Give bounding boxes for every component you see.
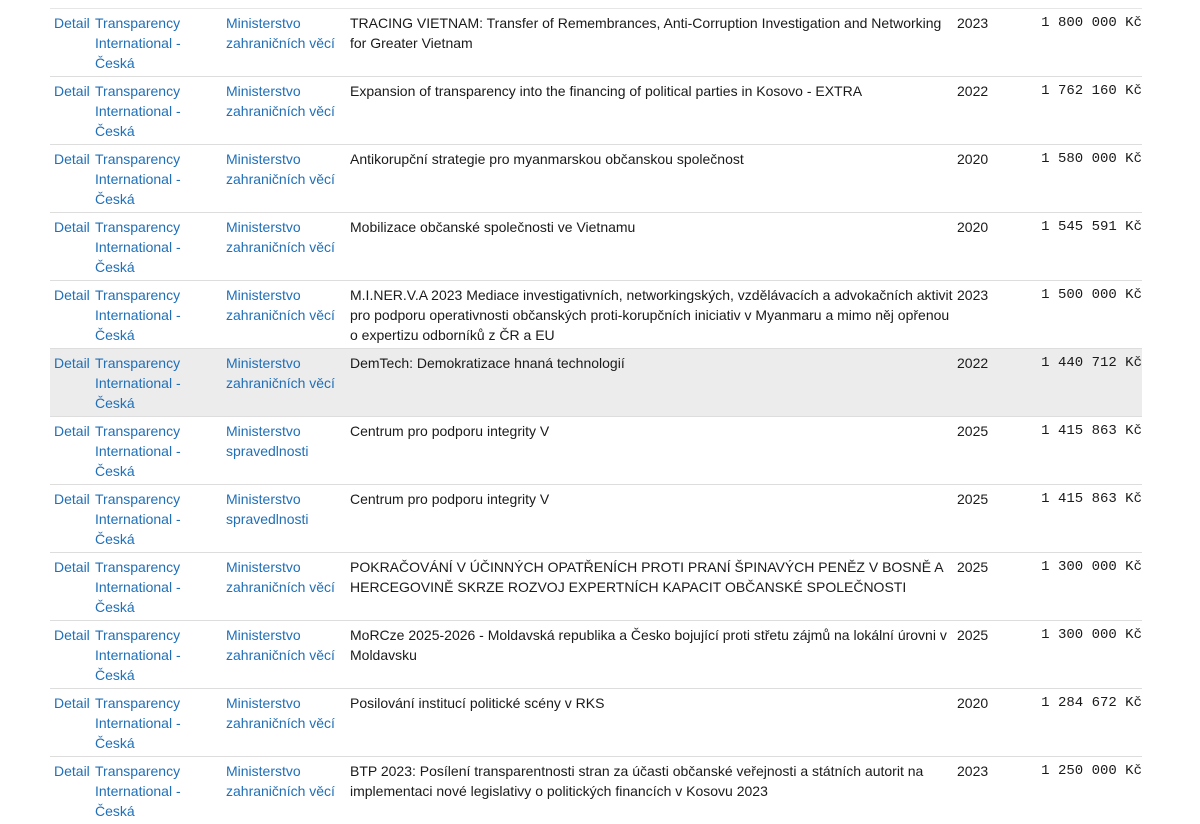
detail-cell <box>50 145 91 213</box>
year-cell: 2020 <box>953 213 1025 281</box>
amount-cell: 1 762 160 Kč <box>1025 77 1142 145</box>
provider-cell <box>222 757 346 824</box>
detail-link[interactable]: Detail <box>54 83 90 99</box>
recipient-link[interactable]: Transparency International - Česká <box>95 423 181 479</box>
recipient-cell <box>91 281 222 349</box>
project-title: TRACING VIETNAM: Transfer of Remembrances, Anti-Corruption Investigation and Networking for Greater Vietnam <box>346 9 953 77</box>
project-title: MoRCze 2025-2026 - Moldavská republika a Česko bojující proti střetu zájmů na lokální úrovni v Moldavsku <box>346 621 953 689</box>
detail-link[interactable]: Detail <box>54 287 90 303</box>
recipient-cell <box>91 689 222 757</box>
provider-link[interactable]: Ministerstvo zahraničních věcí <box>226 695 335 731</box>
provider-link[interactable]: Ministerstvo zahraničních věcí <box>226 219 335 255</box>
recipient-link[interactable]: Transparency International - Česká <box>95 763 181 819</box>
recipient-cell <box>91 145 222 213</box>
table-row <box>50 485 1142 553</box>
provider-cell <box>222 553 346 621</box>
detail-link[interactable]: Detail <box>54 219 90 235</box>
detail-link[interactable]: Detail <box>54 15 90 31</box>
recipient-cell <box>91 485 222 553</box>
detail-cell <box>50 349 91 417</box>
amount-cell: 1 800 000 Kč <box>1025 9 1142 77</box>
table-row <box>50 417 1142 485</box>
recipient-cell <box>91 349 222 417</box>
detail-cell <box>50 9 91 77</box>
recipient-cell <box>91 9 222 77</box>
recipient-link[interactable]: Transparency International - Česká <box>95 219 181 275</box>
provider-link[interactable]: Ministerstvo zahraničních věcí <box>226 15 335 51</box>
provider-cell <box>222 689 346 757</box>
year-cell: 2020 <box>953 689 1025 757</box>
table-row <box>50 77 1142 145</box>
table-row <box>50 621 1142 689</box>
provider-link[interactable]: Ministerstvo zahraničních věcí <box>226 287 335 323</box>
detail-link[interactable]: Detail <box>54 695 90 711</box>
table-row <box>50 9 1142 77</box>
recipient-link[interactable]: Transparency International - Česká <box>95 559 181 615</box>
provider-link[interactable]: Ministerstvo zahraničních věcí <box>226 151 335 187</box>
amount-cell: 1 545 591 Kč <box>1025 213 1142 281</box>
amount-cell: 1 415 863 Kč <box>1025 485 1142 553</box>
detail-link[interactable]: Detail <box>54 627 90 643</box>
detail-link[interactable]: Detail <box>54 559 90 575</box>
grants-table <box>50 8 1142 824</box>
project-title: Mobilizace občanské společnosti ve Vietnamu <box>346 213 953 281</box>
detail-link[interactable]: Detail <box>54 355 90 371</box>
table-row <box>50 213 1142 281</box>
year-cell: 2025 <box>953 485 1025 553</box>
recipient-cell <box>91 621 222 689</box>
recipient-cell <box>91 553 222 621</box>
year-cell: 2023 <box>953 9 1025 77</box>
project-title: POKRAČOVÁNÍ V ÚČINNÝCH OPATŘENÍCH PROTI PRANÍ ŠPINAVÝCH PENĚZ V BOSNĚ A HERCEGOVINĚ SKRZE ROZVOJ EXPERTNÍCH KAPACIT OBČANSKÉ SPOLEČNOSTI <box>346 553 953 621</box>
provider-link[interactable]: Ministerstvo zahraničních věcí <box>226 83 335 119</box>
provider-cell <box>222 213 346 281</box>
recipient-link[interactable]: Transparency International - Česká <box>95 695 181 751</box>
recipient-link[interactable]: Transparency International - Česká <box>95 491 181 547</box>
table-row <box>50 689 1142 757</box>
table-row <box>50 553 1142 621</box>
provider-link[interactable]: Ministerstvo zahraničních věcí <box>226 627 335 663</box>
detail-cell <box>50 553 91 621</box>
amount-cell: 1 440 712 Kč <box>1025 349 1142 417</box>
detail-cell <box>50 213 91 281</box>
table-row <box>50 281 1142 349</box>
provider-cell <box>222 621 346 689</box>
project-title: Posilování institucí politické scény v RKS <box>346 689 953 757</box>
amount-cell: 1 415 863 Kč <box>1025 417 1142 485</box>
provider-cell <box>222 145 346 213</box>
recipient-cell <box>91 213 222 281</box>
recipient-link[interactable]: Transparency International - Česká <box>95 15 181 71</box>
year-cell: 2020 <box>953 145 1025 213</box>
detail-cell <box>50 281 91 349</box>
detail-link[interactable]: Detail <box>54 491 90 507</box>
amount-cell: 1 500 000 Kč <box>1025 281 1142 349</box>
recipient-cell <box>91 77 222 145</box>
provider-cell <box>222 417 346 485</box>
detail-cell <box>50 485 91 553</box>
recipient-link[interactable]: Transparency International - Česká <box>95 83 181 139</box>
project-title: Antikorupční strategie pro myanmarskou občanskou společnost <box>346 145 953 213</box>
project-title: Centrum pro podporu integrity V <box>346 485 953 553</box>
detail-link[interactable]: Detail <box>54 423 90 439</box>
provider-cell <box>222 77 346 145</box>
grants-table-body <box>50 9 1142 824</box>
project-title: Centrum pro podporu integrity V <box>346 417 953 485</box>
provider-cell <box>222 349 346 417</box>
detail-cell <box>50 77 91 145</box>
amount-cell: 1 300 000 Kč <box>1025 621 1142 689</box>
table-row <box>50 757 1142 824</box>
project-title: BTP 2023: Posílení transparentnosti stran za účasti občanské veřejnosti a státních autorit na implementaci nové legislativy o politických financích v Kosovu 2023 <box>346 757 953 824</box>
year-cell: 2025 <box>953 553 1025 621</box>
provider-cell <box>222 485 346 553</box>
project-title: DemTech: Demokratizace hnaná technologií <box>346 349 953 417</box>
detail-cell <box>50 689 91 757</box>
year-cell: 2025 <box>953 621 1025 689</box>
recipient-link[interactable]: Transparency International - Česká <box>95 287 181 343</box>
detail-link[interactable]: Detail <box>54 151 90 167</box>
amount-cell: 1 580 000 Kč <box>1025 145 1142 213</box>
year-cell: 2023 <box>953 281 1025 349</box>
detail-cell <box>50 757 91 824</box>
amount-cell: 1 284 672 Kč <box>1025 689 1142 757</box>
provider-link[interactable]: Ministerstvo spravedlnosti <box>226 491 309 527</box>
recipient-cell <box>91 417 222 485</box>
table-row <box>50 145 1142 213</box>
detail-cell <box>50 621 91 689</box>
amount-cell: 1 250 000 Kč <box>1025 757 1142 824</box>
provider-link[interactable]: Ministerstvo zahraničních věcí <box>226 559 335 595</box>
project-title: Expansion of transparency into the financing of political parties in Kosovo - EXTRA <box>346 77 953 145</box>
amount-cell: 1 300 000 Kč <box>1025 553 1142 621</box>
year-cell: 2022 <box>953 77 1025 145</box>
recipient-link[interactable]: Transparency International - Česká <box>95 627 181 683</box>
recipient-link[interactable]: Transparency International - Česká <box>95 151 181 207</box>
year-cell: 2025 <box>953 417 1025 485</box>
provider-link[interactable]: Ministerstvo zahraničních věcí <box>226 763 335 799</box>
year-cell: 2022 <box>953 349 1025 417</box>
year-cell: 2023 <box>953 757 1025 824</box>
detail-link[interactable]: Detail <box>54 763 90 779</box>
recipient-link[interactable]: Transparency International - Česká <box>95 355 181 411</box>
provider-cell <box>222 281 346 349</box>
project-title: M.I.NER.V.A 2023 Mediace investigativních, networkingských, vzdělávacích a advokačních aktivit pro podporu operativnosti občanských proti-korupčních iniciativ v Myanmaru a mimo něj opřenou o expertizu odborníků z ČR a EU <box>346 281 953 349</box>
provider-link[interactable]: Ministerstvo spravedlnosti <box>226 423 309 459</box>
recipient-cell <box>91 757 222 824</box>
provider-cell <box>222 9 346 77</box>
table-row <box>50 349 1142 417</box>
detail-cell <box>50 417 91 485</box>
provider-link[interactable]: Ministerstvo zahraničních věcí <box>226 355 335 391</box>
